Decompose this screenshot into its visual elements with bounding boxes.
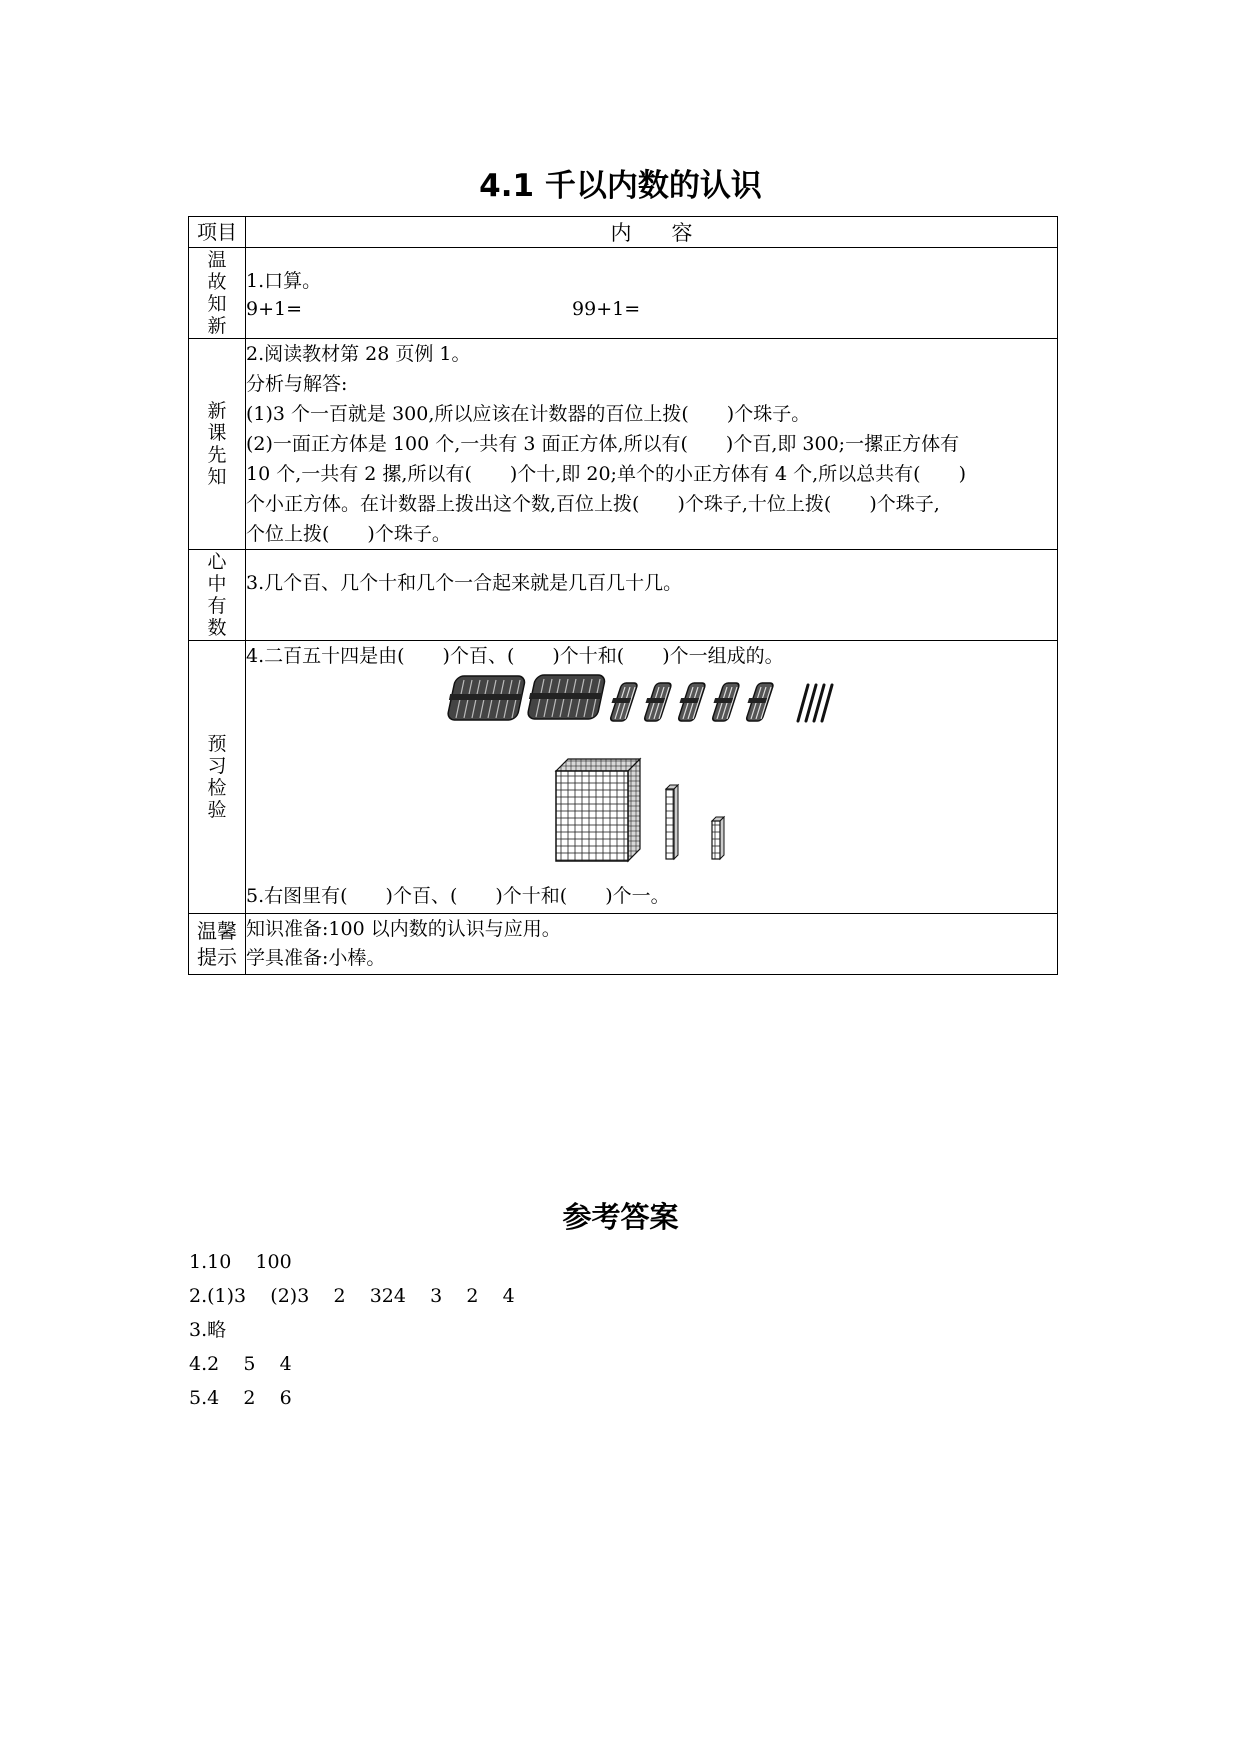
row-label: 温故知新 (207, 249, 227, 337)
answers-title: 参考答案 (562, 1200, 679, 1234)
row-label: 心中有数 (207, 551, 227, 639)
question-5: 5.右图里有( )个百、( )个十和( )个一。 (246, 885, 670, 907)
header-item: 项目 (189, 217, 246, 248)
question-3: 3.几个百、几个十和几个一合起来就是几百几十几。 (246, 572, 683, 594)
text-line: 2.阅读教材第 28 页例 1。 (246, 343, 471, 365)
answers-list (189, 1245, 515, 1415)
answer-line: 5.4 2 6 (189, 1387, 292, 1409)
answer-line: 2.(1)3 (2)3 2 324 3 2 4 (189, 1285, 515, 1307)
text-line: 分析与解答: (246, 373, 348, 395)
calc-2: 99+1= (572, 298, 641, 320)
text-line: 个小正方体。在计数器上拨出这个数,百位上拨( )个珠子,十位上拨( )个珠子, (246, 493, 940, 515)
text-line: (2)一面正方体是 100 个,一共有 3 面正方体,所以有( )个百,即 300;一摞正方体有 (246, 433, 960, 455)
counting-figure (246, 671, 1057, 881)
row-label: 新课先知 (207, 400, 227, 488)
row-tips (189, 914, 1058, 975)
answer-line: 1.10 100 (189, 1251, 292, 1273)
answer-line: 4.2 5 4 (189, 1353, 292, 1375)
question-4: 4.二百五十四是由( )个百、( )个十和( )个一组成的。 (246, 645, 784, 667)
row-summary (189, 550, 1058, 641)
table-header-row (189, 217, 1058, 248)
preview-table (188, 216, 1058, 975)
calc-1: 9+1= (246, 298, 303, 320)
sticks-and-blocks-illustration (246, 671, 1046, 881)
tip-knowledge: 知识准备:100 以内数的认识与应用。 (246, 918, 561, 940)
row-label: 温馨提示 (197, 919, 237, 969)
text-line: (1)3 个一百就是 300,所以应该在计数器的百位上拨( )个珠子。 (246, 403, 811, 425)
row-label: 预习检验 (207, 733, 227, 821)
tip-tools: 学具准备:小棒。 (246, 947, 386, 969)
question-1: 1.口算。 (246, 270, 322, 292)
row-new-lesson (189, 339, 1058, 550)
row-check (189, 641, 1058, 914)
header-content: 内容 (610, 221, 733, 245)
row-review (189, 248, 1058, 339)
text-line: 个位上拨( )个珠子。 (246, 523, 451, 545)
answer-line: 3.略 (189, 1319, 227, 1341)
text-line: 10 个,一共有 2 摞,所以有( )个十,即 20;单个的小正方体有 4 个,所以总共有( ) (246, 463, 966, 485)
page-title: 4.1 千以内数的认识 (479, 168, 762, 204)
